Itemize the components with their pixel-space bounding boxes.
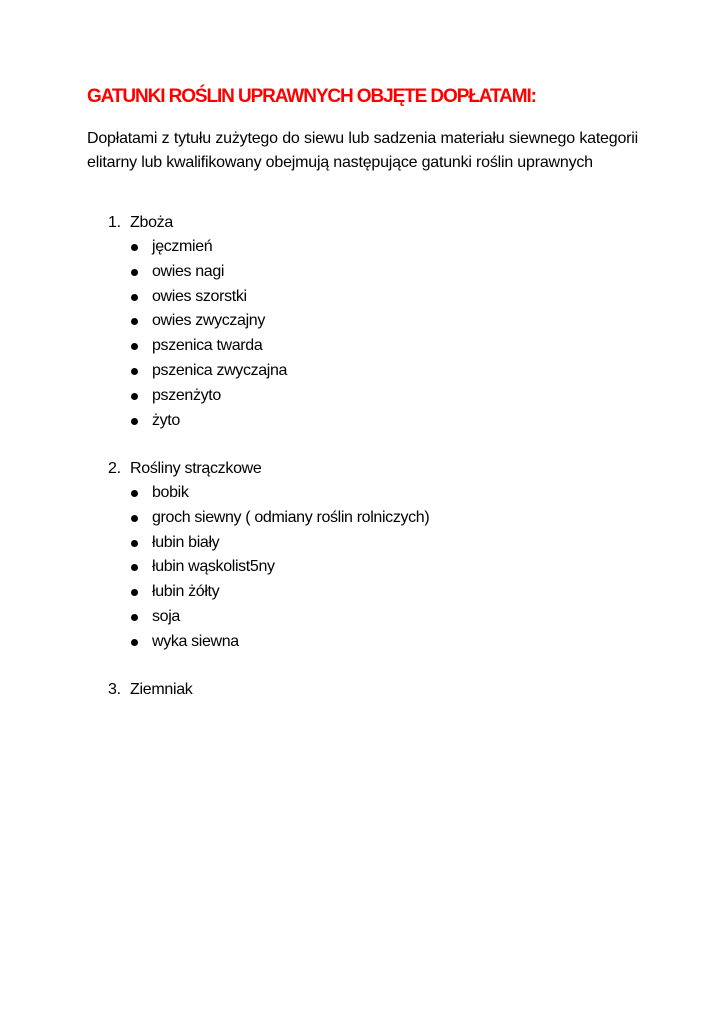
item-list (0, 235, 724, 433)
list-item (0, 605, 724, 630)
list-item-text: groch siewny ( odmiany roślin rolniczych) (152, 508, 430, 526)
list-item (0, 384, 724, 409)
bullet-icon (131, 368, 138, 375)
bullet-icon (131, 515, 138, 522)
list-item-text: owies zwyczajny (152, 312, 266, 330)
list-item (0, 334, 724, 359)
list-item-text: pszenżyto (152, 386, 221, 404)
list-item-text: bobik (152, 484, 189, 501)
bullet-icon (131, 614, 138, 621)
list-item (0, 285, 724, 310)
list-item-text: żyto (152, 411, 180, 429)
list-item-text: pszenica twarda (152, 337, 263, 355)
list-item-text: pszenica zwyczajna (152, 361, 288, 379)
bullet-icon (131, 318, 138, 325)
category-heading (0, 456, 724, 481)
list-item (0, 531, 724, 556)
list-item (0, 309, 724, 334)
item-list (0, 481, 724, 655)
category-name: Zboża (130, 214, 173, 231)
bullet-icon (131, 639, 138, 646)
list-item (0, 359, 724, 384)
list-item-text: owies nagi (152, 262, 225, 280)
category-heading (0, 677, 724, 702)
list-item (0, 481, 724, 506)
list-item-text: soja (152, 607, 180, 625)
bullet-icon (131, 540, 138, 547)
list-item (0, 235, 724, 260)
list-item (0, 555, 724, 580)
bullet-icon (131, 244, 138, 251)
category-heading (0, 210, 724, 235)
category-number: 3. (108, 681, 121, 698)
category-number: 1. (108, 214, 121, 231)
category-name: Rośliny strączkowe (130, 460, 262, 477)
list-item (0, 409, 724, 434)
category-potato (0, 677, 724, 702)
bullet-icon (131, 393, 138, 400)
intro-paragraph: Dopłatami z tytułu zużytego do siewu lub sadzenia materiału siewnego kategorii elitarny lub kwalifikowany obejmują następujące gatunki roślin uprawnych (87, 130, 638, 171)
bullet-icon (131, 269, 138, 276)
bullet-icon (131, 490, 138, 497)
bullet-icon (131, 564, 138, 571)
category-number: 2. (108, 460, 121, 477)
category-legumes (0, 456, 724, 655)
list-item (0, 506, 724, 531)
list-item-text: łubin biały (152, 533, 220, 551)
list-item-text: wyka siewna (152, 632, 239, 650)
list-item-text: łubin wąskolist5ny (152, 558, 275, 576)
bullet-icon (131, 343, 138, 350)
document-title: GATUNKI ROŚLIN UPRAWNYCH OBJĘTE DOPŁATAMI: (87, 86, 536, 107)
list-item-text: jęczmień (152, 238, 213, 255)
list-item (0, 260, 724, 285)
list-item-text: łubin żółty (152, 583, 220, 601)
bullet-icon (131, 294, 138, 301)
list-item (0, 630, 724, 655)
list-item-text: owies szorstki (152, 287, 247, 305)
bullet-icon (131, 589, 138, 596)
category-name: Ziemniak (130, 681, 193, 698)
list-item (0, 580, 724, 605)
category-cereals (0, 210, 724, 433)
bullet-icon (131, 418, 138, 425)
